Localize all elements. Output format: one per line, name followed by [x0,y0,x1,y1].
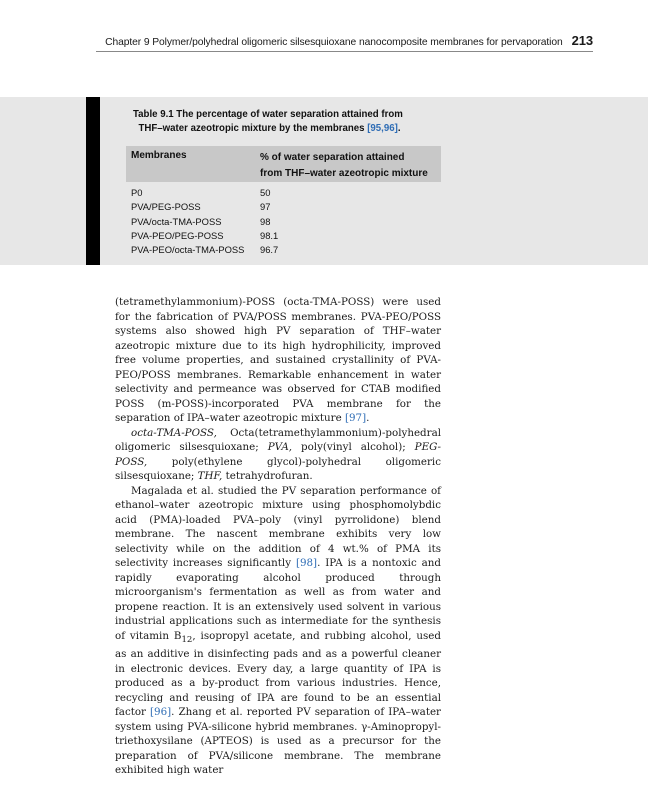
abbr-term: PVA, [267,441,293,453]
p2-text: , isopropyl acetate, and rubbing alcohol, used as an additive in disinfecting pads and as a powerful cleaner in electronic devices. Every day, a large quantity of IPA is produced as a by-product from various industries. Hence, recycling and reusing of IPA are found to be an essential factor [115,629,441,719]
value-cell: 98.1 [260,229,279,241]
subscript: 12 [181,634,193,645]
running-header [105,33,593,48]
abbreviations-note [115,426,441,484]
abbr-def: poly(vinyl alcohol); [292,441,415,453]
table-row [126,200,441,214]
abbr-term: octa-TMA-POSS, [131,426,217,439]
caption-line-2: THF–water azeotropic mixture by the membranes [138,122,365,134]
value-cell: 50 [260,187,271,198]
p1-text: (tetramethylammonium)-POSS (octa-TMA-POSS) were used for the fabrication of PVA/POSS membranes. PVA-PEO/POSS systems also showed high PV separation of THF–water azeotropic mixture due to its high hydrophilicity, improved free volume properties, and sustained crystallinity of PVA-PEO/POSS membranes. Remarkable enhancement in water selectivity and permeance was observed for CTAB modified POSS (m-POSS)-incorporated PVA membrane for the separation of IPA–water azeotropic mixture [115,296,441,424]
membrane-cell: PVA-PEO/octa-TMA-POSS [131,244,245,256]
running-title: Chapter 9 Polymer/polyhedral oligomeric silsesquioxane nanocomposite membranes for pervaporation [105,37,563,48]
p1-period: . [366,412,370,424]
abbr-term: THF, [197,470,223,482]
page-number: 213 [571,33,593,48]
col-header-membranes: Membranes [131,150,187,161]
col-header-water-separation [260,150,440,182]
col2-header-line-2: from THF–water azeotropic mixture [260,168,428,179]
abbr-term: PEG-POSS, [115,441,441,468]
p2-text: . IPA is a nontoxic and rapidly evaporating alcohol produced through microorganism's fermentation as well as from water and propene reaction. It is an extensively used solvent in various industrial applications such as intermediate for the synthesis of vitamin B [115,557,441,642]
table-header-row [126,146,441,182]
membrane-cell: PVA/octa-TMA-POSS [131,215,222,227]
table-caption [133,107,427,135]
body-text [115,295,441,778]
abbr-def: poly(ethylene glycol)-polyhedral oligomeric silsesquioxane; [115,455,441,482]
caption-citation-link[interactable]: [95,96] [367,122,398,134]
membrane-table [126,146,441,257]
value-cell: 98 [260,215,271,227]
table-row [126,215,441,229]
paragraph-2 [115,484,441,778]
caption-line-1: Table 9.1 The percentage of water separation attained from [133,108,403,120]
table-row [126,229,441,243]
membrane-cell: PVA/PEG-POSS [131,201,201,213]
abbr-def: tetrahydrofuran. [222,470,313,482]
membrane-cell: P0 [131,187,143,198]
table-row [126,243,441,257]
abbr-def: Octa(tetramethylammonium)-polyhedral oligomeric silsesquioxane; [115,426,441,453]
paragraph-1 [115,295,441,426]
membrane-cell: PVA-PEO/PEG-POSS [131,229,224,241]
value-cell: 97 [260,201,271,213]
table-row [126,186,441,200]
table-side-bar [86,97,100,265]
value-cell: 96.7 [260,244,279,256]
header-rule [96,51,593,52]
p2-text: Magalada et al. studied the PV separation performance of ethanol–water azeotropic mixture using phosphomolybdic acid (PMA)-loaded PVA–poly (vinyl pyrrolidone) blend membrane. The nascent membrane exhibits very low selectivity while on the addition of 4 wt.% of PMA its selectivity increases significantly [115,484,441,569]
col2-header-line-1: % of water separation attained [260,152,405,163]
p2-text: . Zhang et al. reported PV separation of IPA–water system using PVA-silicone hybrid membranes. γ-Aminopropyl-triethoxysilane (APTEOS) is used as a precursor for the preparation of PVA/silicone membrane. The membrane exhibited high water [115,706,441,777]
caption-period: . [397,122,401,134]
page-header [0,0,648,56]
citation-97-link[interactable]: [97] [344,412,367,424]
table-panel [0,97,648,265]
citation-98-link[interactable]: [98] [295,557,318,569]
citation-96-link[interactable]: [96] [150,706,172,719]
